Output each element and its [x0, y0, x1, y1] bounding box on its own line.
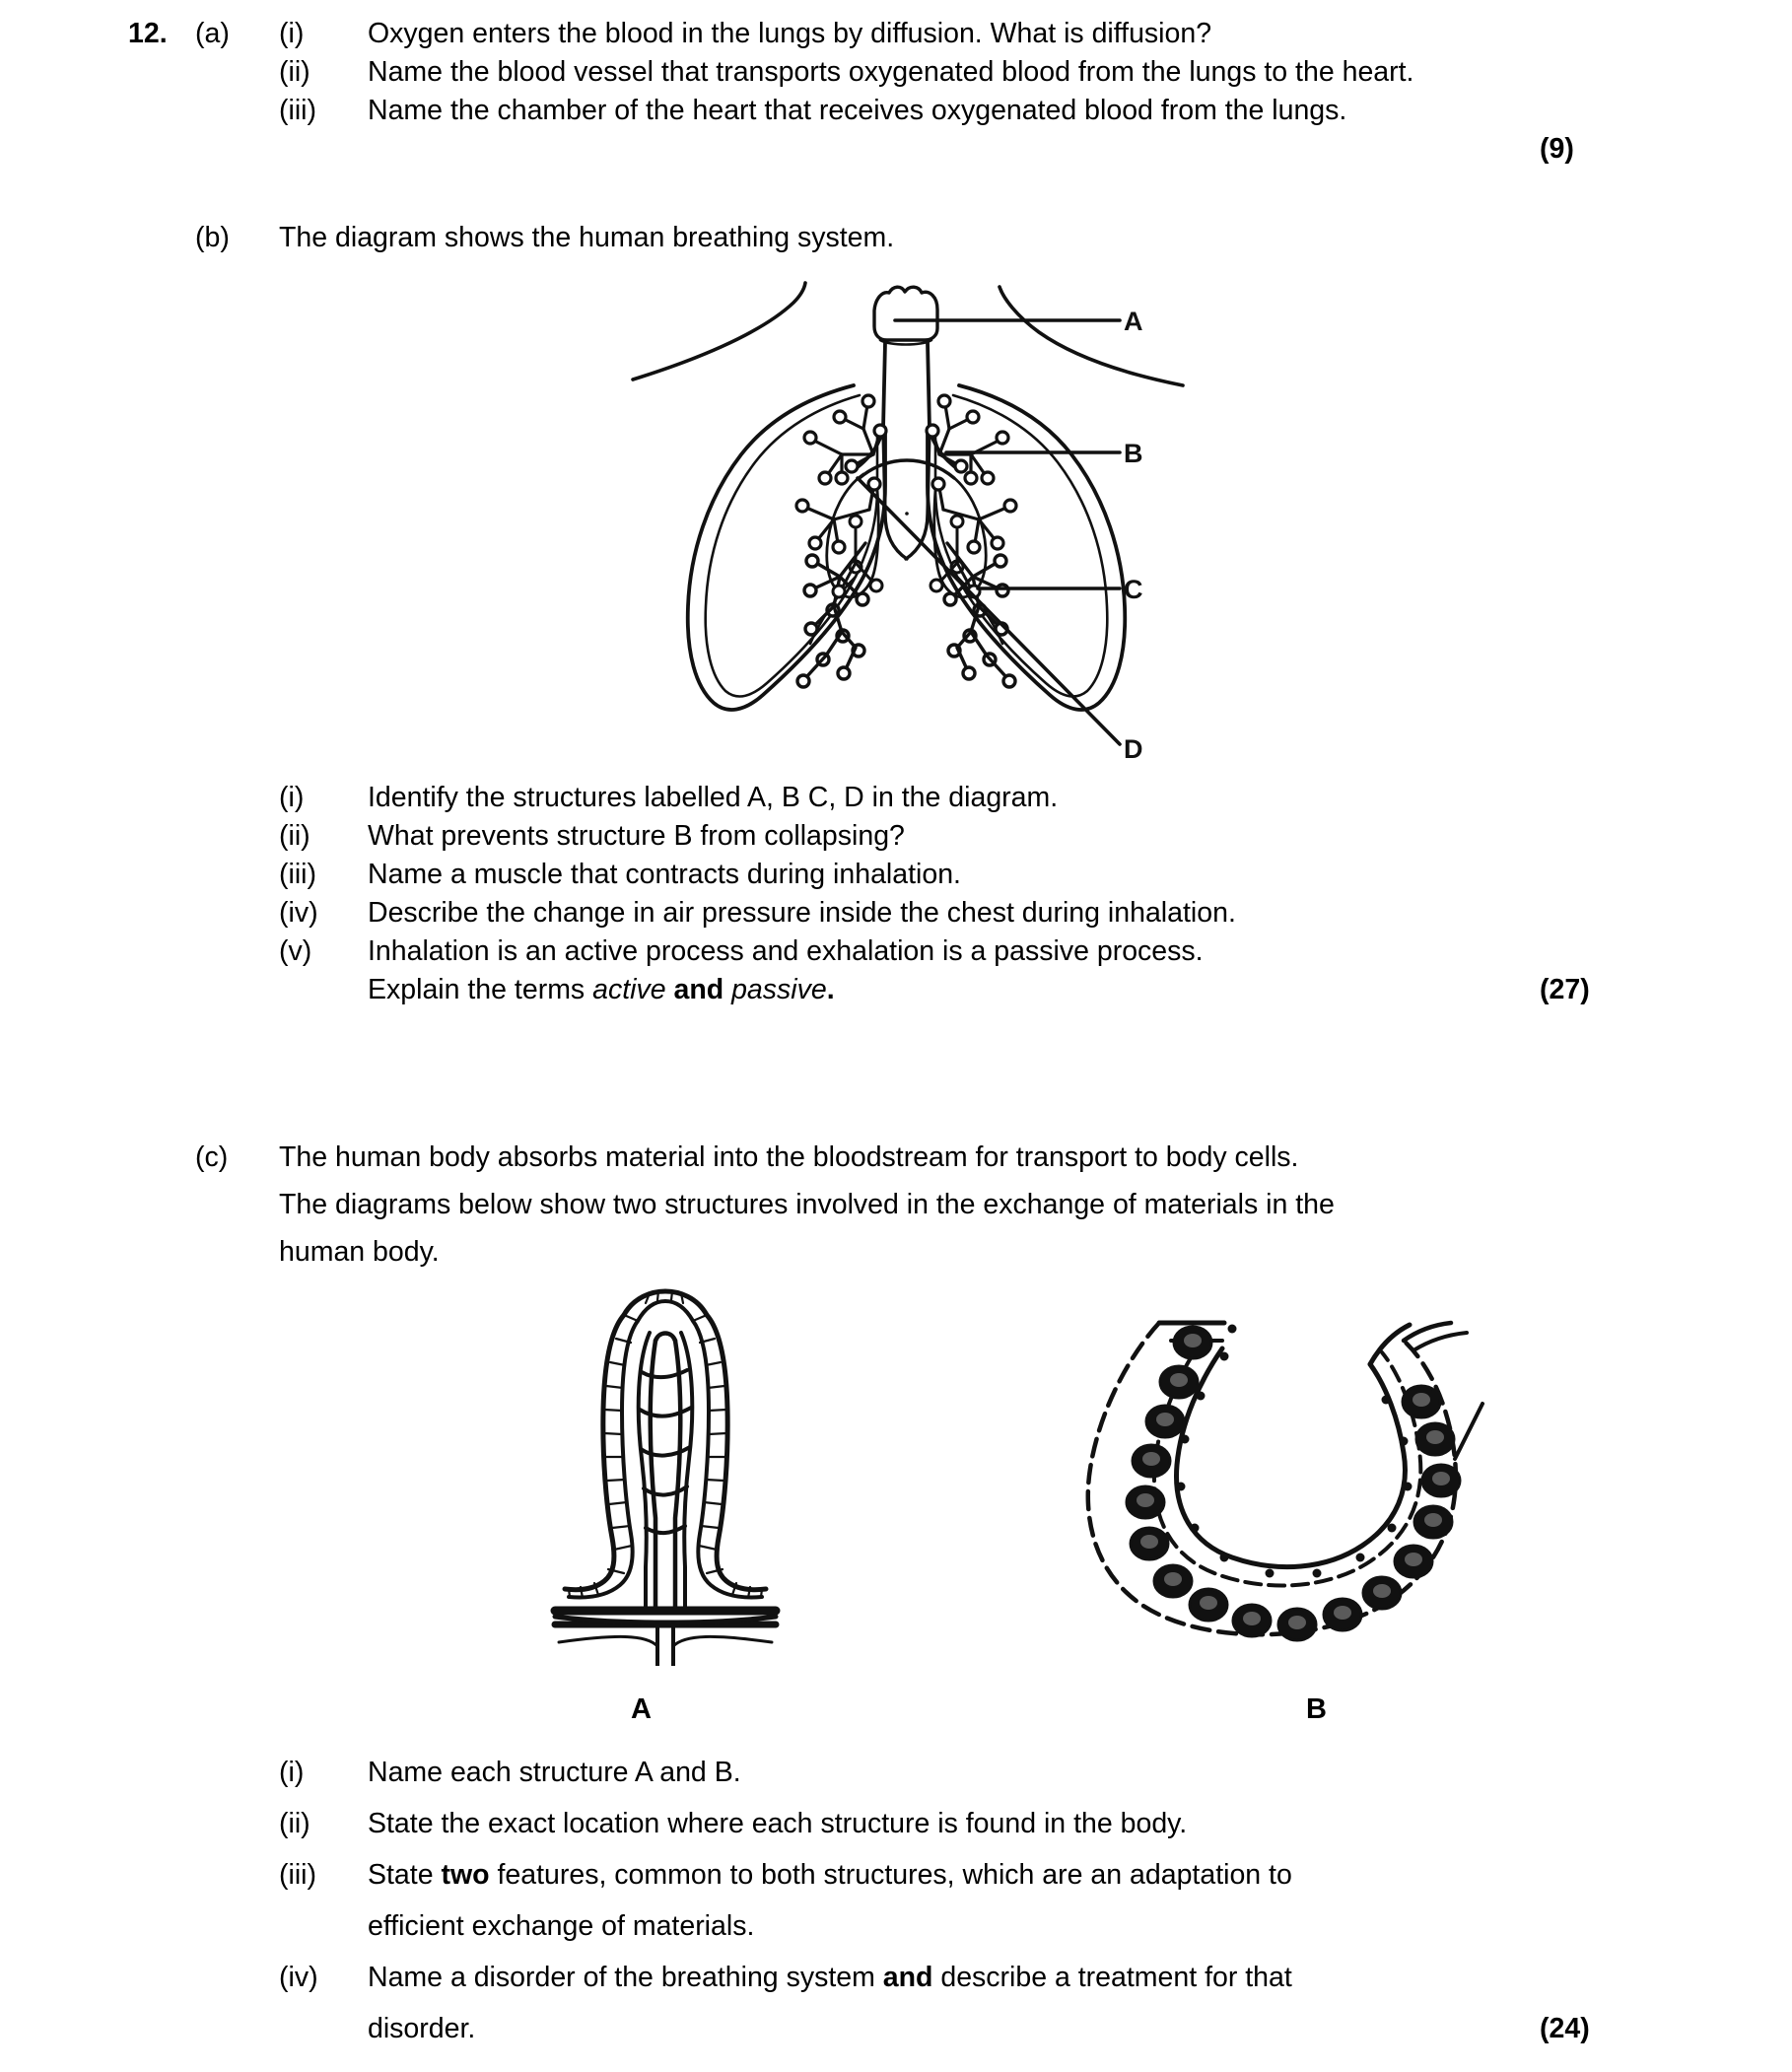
- text-c-intro-1: The human body absorbs material into the bloodstream for transport to body cells.: [279, 1141, 1299, 1173]
- question-12-b-intro: [128, 212, 894, 263]
- marks-part-b: (27): [1540, 974, 1590, 1005]
- question-12-c-intro-line-1: [128, 1132, 1298, 1183]
- question-12-a-item-iii: [128, 85, 1346, 136]
- roman-c-iii: (iii): [279, 1859, 316, 1891]
- text-c-iii-rest: features, common to both structures, which are an adaptation to: [489, 1859, 1292, 1891]
- term-passive: passive: [731, 974, 827, 1005]
- text-c-intro-3: human body.: [279, 1236, 440, 1268]
- roman-a-ii: (ii): [279, 56, 310, 88]
- marks-part-a: (9): [1540, 133, 1574, 165]
- explain-terms-text: [368, 964, 835, 1015]
- roman-c-i: (i): [279, 1757, 305, 1788]
- text-c-intro-2: The diagrams below show two structures involved in the exchange of materials in the: [279, 1189, 1335, 1220]
- marks-part-c: (24): [1540, 2013, 1590, 2044]
- question-12-c-item-ii: [128, 1798, 1187, 1849]
- question-12-c-item-iv-cont: [128, 2003, 475, 2054]
- diagram-label-D: D: [1124, 734, 1143, 764]
- explain-lead: Explain the terms: [368, 974, 593, 1005]
- roman-b-v: (v): [279, 935, 312, 967]
- roman-a-iii: (iii): [279, 95, 316, 126]
- question-12-c-item-iii-cont: [128, 1900, 754, 1952]
- text-b-intro: The diagram shows the human breathing system.: [279, 222, 895, 253]
- diagram-caption-B: B: [1306, 1693, 1327, 1725]
- text-c-iii-cont: efficient exchange of materials.: [368, 1910, 755, 1942]
- roman-b-ii: (ii): [279, 820, 310, 852]
- diagram-label-C: C: [1124, 575, 1143, 604]
- text-c-iii: [368, 1849, 1292, 1900]
- question-12-c-item-i: [128, 1747, 741, 1798]
- part-label-a: (a): [195, 18, 230, 49]
- villus-diagram: [547, 1281, 784, 1666]
- text-b-iv: Describe the change in air pressure inside the chest during inhalation.: [368, 897, 1236, 929]
- explain-period: .: [826, 974, 835, 1005]
- text-a-ii: Name the blood vessel that transports oxygenated blood from the lungs to the heart.: [368, 56, 1414, 88]
- question-12-b-explain-line: [128, 964, 835, 1015]
- text-c-iv-bold: and: [882, 1962, 933, 1993]
- explain-conjunction: and: [673, 974, 724, 1005]
- text-b-iii: Name a muscle that contracts during inhalation.: [368, 859, 961, 890]
- diagram-label-B: B: [1124, 439, 1143, 468]
- part-label-c: (c): [195, 1141, 229, 1173]
- term-active: active: [592, 974, 666, 1005]
- roman-b-i: (i): [279, 782, 305, 813]
- part-label-b: (b): [195, 222, 230, 253]
- roman-c-iv: (iv): [279, 1962, 318, 1993]
- question-12-c-intro-line-2: [128, 1179, 1335, 1230]
- capillary-diagram: [1074, 1311, 1488, 1646]
- text-c-iv: [368, 1952, 1292, 2003]
- roman-c-ii: (ii): [279, 1808, 310, 1839]
- text-c-iii-bold: two: [441, 1859, 490, 1891]
- text-c-ii: State the exact location where each structure is found in the body.: [368, 1808, 1188, 1839]
- question-12-c-intro-line-3: [128, 1226, 440, 1278]
- text-b-ii: What prevents structure B from collapsing?: [368, 820, 905, 852]
- roman-a-i: (i): [279, 18, 305, 49]
- text-b-v: Inhalation is an active process and exhalation is a passive process.: [368, 935, 1204, 967]
- question-12-c-item-iv: [128, 1952, 1292, 2003]
- roman-b-iv: (iv): [279, 897, 318, 929]
- breathing-system-diagram: [631, 281, 1242, 774]
- diagram-caption-A: A: [631, 1693, 652, 1725]
- text-c-iii-lead: State: [368, 1859, 442, 1891]
- text-c-iv-cont: disorder.: [368, 2013, 476, 2044]
- diagram-label-A: A: [1124, 307, 1143, 336]
- text-c-iv-rest: describe a treatment for that: [932, 1962, 1292, 1993]
- text-b-i: Identify the structures labelled A, B C, D in the diagram.: [368, 782, 1059, 813]
- question-12-c-item-iii: [128, 1849, 1292, 1900]
- text-c-i: Name each structure A and B.: [368, 1757, 741, 1788]
- text-a-i: Oxygen enters the blood in the lungs by diffusion. What is diffusion?: [368, 18, 1212, 49]
- text-a-iii: Name the chamber of the heart that receives oxygenated blood from the lungs.: [368, 95, 1347, 126]
- text-c-iv-lead: Name a disorder of the breathing system: [368, 1962, 883, 1993]
- roman-b-iii: (iii): [279, 859, 316, 890]
- question-number: 12.: [128, 18, 168, 49]
